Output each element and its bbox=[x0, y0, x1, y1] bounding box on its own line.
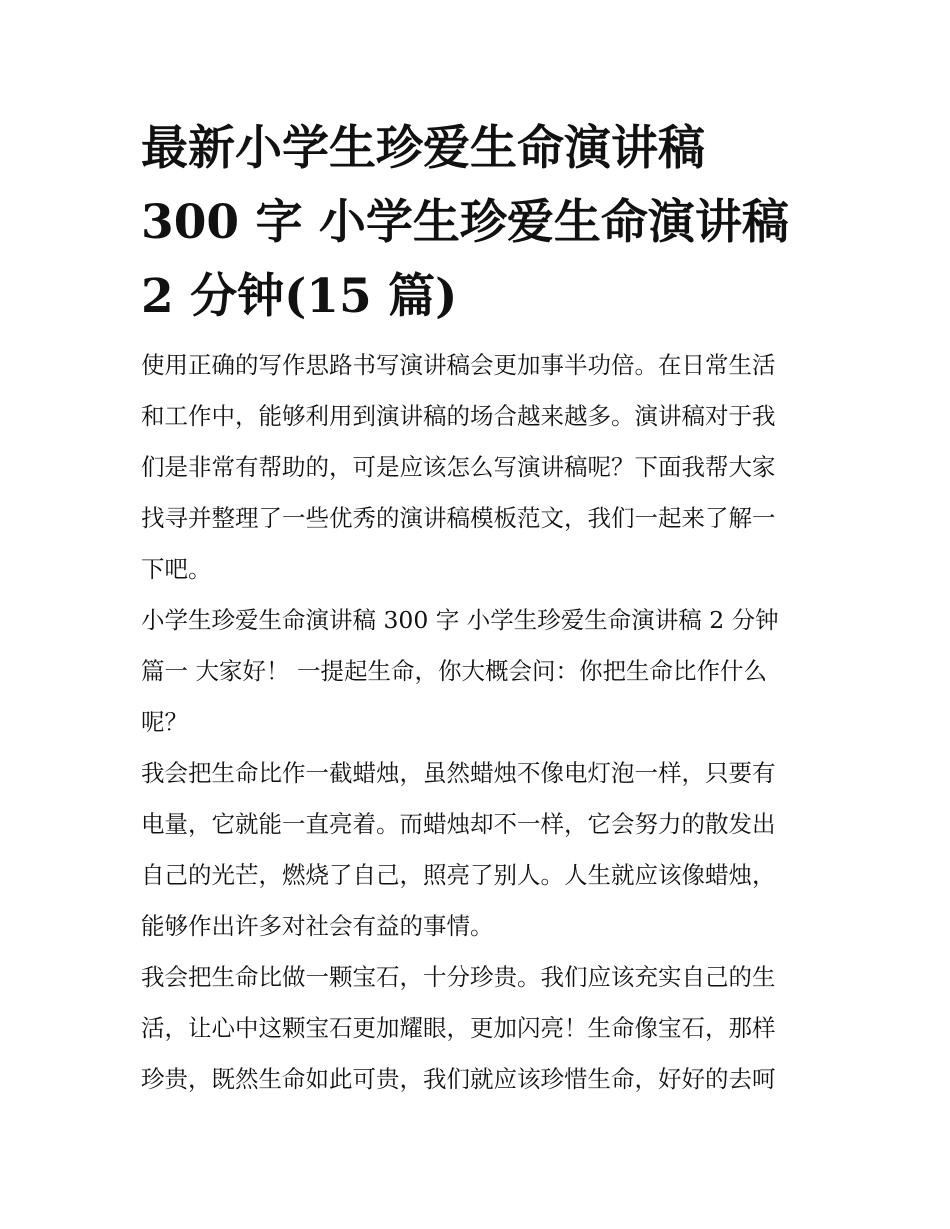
gem-paragraph bbox=[141, 952, 813, 1105]
text-line: 篇一 大家好！ 一提起生命，你大概会问：你把生命比作什么 bbox=[141, 657, 767, 685]
text-line: 我会把生命比作一截蜡烛，虽然蜡烛不像电灯泡一样，只要有 bbox=[141, 759, 776, 787]
text-line: 自己的光芒，燃烧了自己，照亮了别人。人生就应该像蜡烛， bbox=[141, 861, 776, 889]
text-line: 能够作出许多对社会有益的事情。 bbox=[141, 912, 494, 940]
text-line: 们是非常有帮助的，可是应该怎么写演讲稿呢？下面我帮大家 bbox=[141, 453, 776, 481]
text-line: 我会把生命比做一颗宝石，十分珍贵。我们应该充实自己的生 bbox=[141, 963, 776, 991]
title-line: 最新小学生珍爱生命演讲稿 bbox=[141, 121, 705, 176]
text-line: 电量，它就能一直亮着。而蜡烛却不一样，它会努力的散发出 bbox=[141, 810, 776, 838]
section-heading-paragraph bbox=[141, 595, 813, 748]
document-title bbox=[141, 112, 813, 334]
text-line: 小学生珍爱生命演讲稿 300 字 小学生珍爱生命演讲稿 2 分钟 bbox=[141, 606, 779, 634]
document-content bbox=[141, 112, 813, 1105]
text-line: 使用正确的写作思路书写演讲稿会更加事半功倍。在日常生活 bbox=[141, 351, 776, 379]
candle-paragraph bbox=[141, 748, 813, 952]
text-line: 活，让心中这颗宝石更加耀眼，更加闪亮！生命像宝石，那样 bbox=[141, 1014, 776, 1042]
title-line: 2 分钟(15 篇) bbox=[141, 269, 458, 324]
text-line: 珍贵，既然生命如此可贵，我们就应该珍惜生命，好好的去呵 bbox=[141, 1065, 776, 1093]
title-line: 300 字 小学生珍爱生命演讲稿 bbox=[141, 195, 789, 250]
text-line: 呢？ bbox=[141, 708, 188, 736]
text-line: 下吧。 bbox=[141, 555, 212, 583]
text-line: 和工作中，能够利用到演讲稿的场合越来越多。演讲稿对于我 bbox=[141, 402, 776, 430]
intro-paragraph bbox=[141, 340, 813, 595]
text-line: 找寻并整理了一些优秀的演讲稿模板范文，我们一起来了解一 bbox=[141, 504, 776, 532]
